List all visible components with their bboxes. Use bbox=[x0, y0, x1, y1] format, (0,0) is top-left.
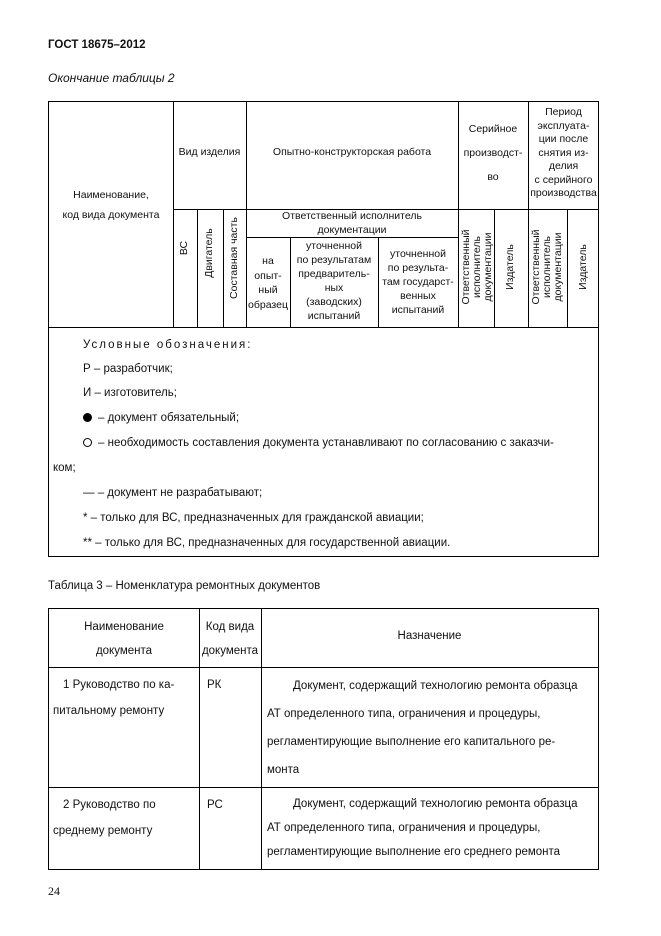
t3-header-purpose: Назначение bbox=[397, 630, 462, 642]
sub-prototype-header: на опыт- ный образец bbox=[248, 255, 288, 311]
table-row: 1 Руководство по ка- питальному ремонту bbox=[53, 679, 175, 717]
serial-resp-header: Ответственный исполнитель документации bbox=[460, 229, 494, 305]
table-2 bbox=[48, 101, 599, 557]
t3-header-name: Наименование документа bbox=[84, 621, 164, 657]
product-vs-header: ВС bbox=[178, 240, 190, 256]
sub-state-header: уточненной по результа- там государст- венных испытаний bbox=[382, 248, 454, 316]
legend-agreement-cont: ком; bbox=[53, 462, 76, 474]
table-3-caption: Таблица 3 – Номенклатура ремонтных документов bbox=[48, 580, 321, 592]
period-publisher-header: Издатель bbox=[577, 244, 589, 290]
table-row: 2 Руководство по среднему ремонту bbox=[53, 799, 156, 837]
t3-row2-code: РС bbox=[207, 799, 223, 811]
legend-manufacturer: И – изготовитель; bbox=[83, 387, 177, 399]
legend-state: ** – только для ВС, предназначенных для государственной авиации. bbox=[83, 537, 451, 549]
open-circle-icon bbox=[83, 438, 92, 447]
t3-header-code: Код вида документа bbox=[201, 621, 259, 657]
t3-row2-purpose: Документ, содержащий технологию ремонта образца АТ определенного типа, ограничения и процедуры, регламентирующие выполнение его среднего ремонта bbox=[267, 798, 578, 858]
col-name-header: Наименование, код вида документа bbox=[62, 189, 160, 221]
responsible-executor-header: Ответственный исполнитель документации bbox=[282, 210, 422, 236]
legend-mandatory: – документ обязательный; bbox=[83, 411, 239, 425]
t3-row1-code: РК bbox=[207, 679, 222, 691]
product-part-header: Составная часть bbox=[228, 217, 240, 299]
serial-publisher-header: Издатель bbox=[504, 244, 516, 290]
product-engine-header: Двигатель bbox=[203, 228, 215, 278]
period-resp-header: Ответственный исполнитель документации bbox=[530, 229, 564, 305]
document-code: ГОСТ 18675–2012 bbox=[48, 39, 146, 51]
page-number: 24 bbox=[48, 884, 60, 898]
legend-developer: Р – разработчик; bbox=[83, 363, 173, 375]
sub-prelim-header: уточненной по результатам предваритель- ных (заводских) испытаний bbox=[296, 240, 372, 322]
col-serial-header: Серийное производст- во bbox=[463, 123, 523, 183]
table-continuation-title: Окончание таблицы 2 bbox=[48, 71, 175, 85]
filled-circle-icon bbox=[83, 413, 92, 422]
legend-title: Условные обозначения: bbox=[83, 339, 253, 351]
col-period-header: Период эксплуата- ции после снятия из- делия с серийного производства bbox=[530, 106, 597, 199]
col-okr-header: Опытно-конструкторская работа bbox=[272, 146, 432, 158]
table-3 bbox=[48, 608, 599, 870]
legend-civil: * – только для ВС, предназначенных для гражданской авиации; bbox=[83, 512, 424, 524]
t3-row1-purpose: Документ, содержащий технологию ремонта образца АТ определенного типа, ограничения и процедуры, регламентирующие выполнение его капитального ре- монта bbox=[267, 680, 578, 776]
col-product-header: Вид изделия bbox=[178, 146, 241, 158]
legend-agreement: – необходимость составления документа устанавливают по согласованию с заказчи- bbox=[83, 436, 554, 450]
legend-not-developed: — – документ не разрабатывают; bbox=[83, 487, 263, 499]
